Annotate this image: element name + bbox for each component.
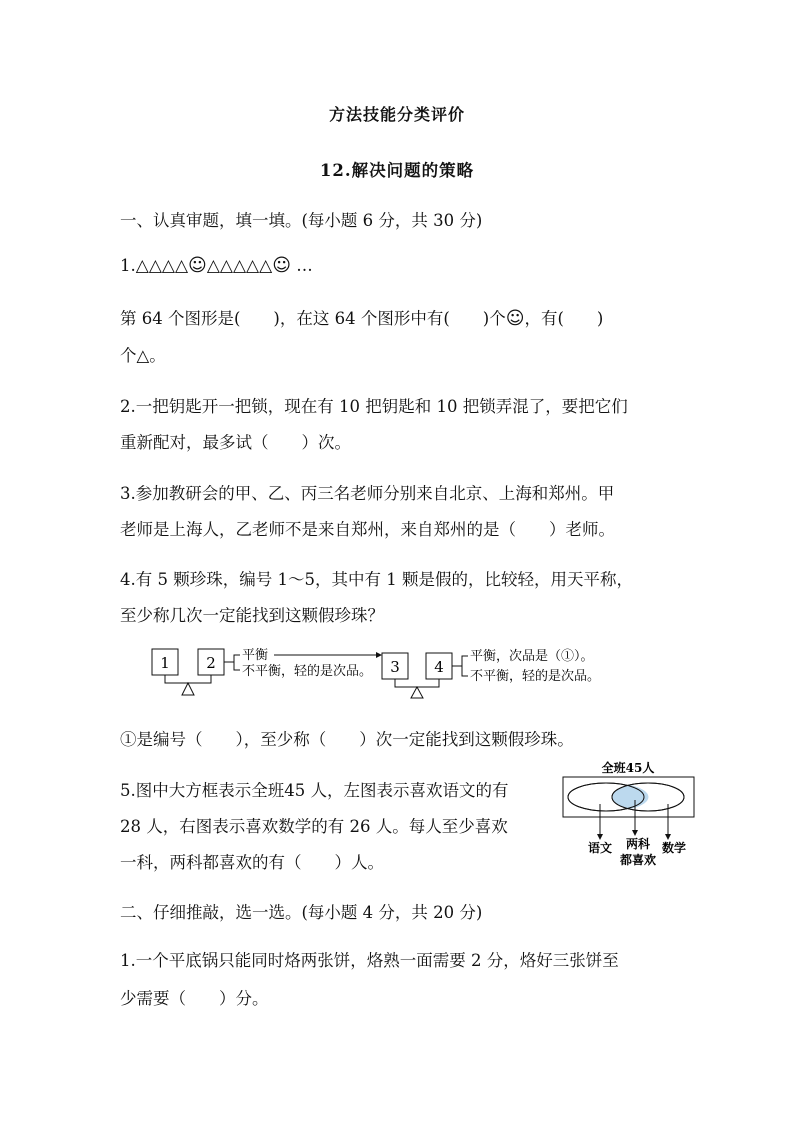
- s2-q1-line-2: 少需要（ ）分。: [120, 989, 269, 1008]
- scale-fulcrum-1: [182, 683, 194, 695]
- smiley-icon: ☺: [272, 255, 291, 276]
- branch2-top-text: 平衡，次品是（①）。: [470, 649, 594, 664]
- worksheet-title: 方法技能分类评价: [328, 105, 465, 124]
- section2-heading: 二、仔细推敲，选一选。(每小题 4 分，共 20 分): [120, 903, 483, 922]
- venn-label-both-1: 两科: [625, 837, 651, 851]
- branch1-top-text: 平衡: [242, 648, 269, 663]
- branch-bracket-1: [234, 655, 240, 670]
- q1-sequence: [120, 255, 313, 276]
- q5-line-2: 28 人，右图表示喜欢数学的有 26 人。每人至少喜欢: [120, 817, 508, 836]
- venn-diagram: [558, 756, 698, 872]
- q1-question-line: [120, 305, 603, 329]
- box-3-label: 3: [390, 658, 400, 676]
- box-4-label: 4: [434, 658, 444, 676]
- q5-line-1: 5.图中大方框表示全班45 人，左图表示喜欢语文的有: [120, 781, 509, 800]
- venn-label-both-2: 都喜欢: [619, 853, 657, 867]
- branch1-bottom-text: 不平衡，轻的是次品。: [242, 664, 373, 679]
- venn-title: 全班45人: [601, 761, 655, 775]
- q2-line-2: 重新配对，最多试（ ）次。: [120, 433, 351, 452]
- sequence-ellipsis: …: [296, 256, 313, 275]
- box-2-label: 2: [206, 654, 216, 672]
- q3-line-1: 3.参加教研会的甲、乙、丙三名老师分别来自北京、上海和郑州。甲: [120, 484, 615, 503]
- balance-scale-diagram: [140, 643, 660, 703]
- q4-answer-line: ①是编号（ ），至少称（ ）次一定能找到这颗假珍珠。: [120, 730, 574, 749]
- triangle-icon: △△△△△: [206, 256, 273, 276]
- venn-label-math: 数学: [661, 841, 687, 855]
- branch-bracket-2: [462, 656, 468, 676]
- smiley-icon: ☺: [188, 255, 207, 276]
- q3-line-2: 老师是上海人，乙老师不是来自郑州，来自郑州的是（ ）老师。: [120, 520, 615, 539]
- smiley-icon: ☺: [505, 308, 525, 329]
- q1-question-line-2: 个△。: [120, 346, 166, 365]
- arrow-head: [376, 652, 382, 658]
- scale-beam-2: [395, 679, 439, 687]
- scale-fulcrum-2: [411, 687, 423, 698]
- triangle-icon: △△△△: [135, 256, 189, 276]
- q4-line-2: 至少称几次一定能找到这颗假珍珠？: [120, 606, 384, 625]
- worksheet-subtitle: 12.解决问题的策略: [319, 161, 475, 180]
- q2-line-1: 2.一把钥匙开一把锁，现在有 10 把钥匙和 10 把锁弄混了，要把它们: [120, 397, 628, 416]
- scale-beam-1: [165, 675, 211, 683]
- box-1-label: 1: [160, 654, 170, 672]
- q1-text-b: ，有( ): [524, 309, 604, 328]
- q5-line-3: 一科，两科都喜欢的有（ ）人。: [120, 853, 384, 872]
- section1-heading: 一、认真审题，填一填。(每小题 6 分，共 30 分): [120, 211, 483, 230]
- q1-label: 1.: [120, 256, 136, 275]
- venn-label-chinese: 语文: [587, 841, 613, 855]
- s2-q1-line-1: 1.一个平底锅只能同时烙两张饼，烙熟一面需要 2 分，烙好三张饼至: [120, 951, 619, 970]
- q1-text-a: 第 64 个图形是( )，在这 64 个图形中有( )个: [120, 309, 506, 328]
- q4-line-1: 4.有 5 颗珍珠，编号 1～5，其中有 1 颗是假的，比较轻，用天平称，: [120, 570, 633, 589]
- branch2-bottom-text: 不平衡，轻的是次品。: [470, 669, 601, 684]
